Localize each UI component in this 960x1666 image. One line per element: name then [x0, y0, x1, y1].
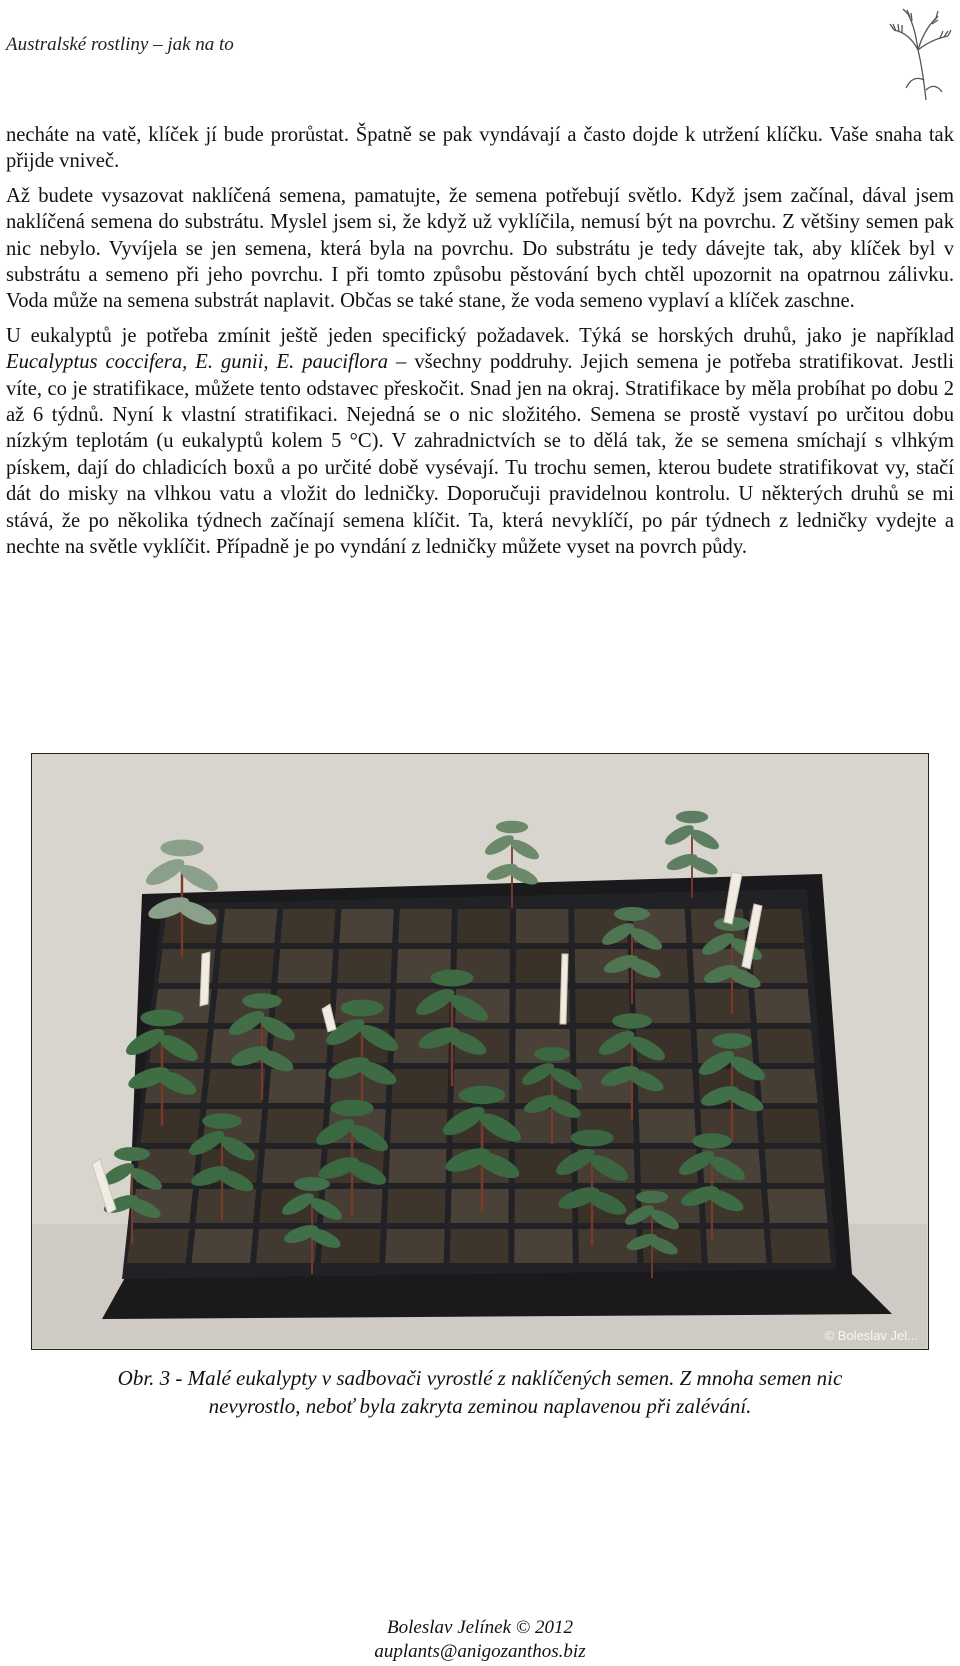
figure-caption: [30, 1364, 930, 1420]
page-footer: [0, 1616, 960, 1664]
plant-logo-icon: [874, 2, 954, 102]
paragraph-3: [6, 323, 954, 561]
caption-line-2: nevyrostlo, neboť byla zakryta zeminou naplavenou při zalévání.: [208, 1394, 752, 1418]
body-text: [6, 122, 954, 569]
photo-credit: © Boleslav Jel...: [824, 1328, 918, 1343]
paragraph-3-start: U eukalyptů je potřeba zmínit ještě jeden specifický požadavek. Týká se horských druhů, jako je například: [6, 324, 954, 347]
footer-author: Boleslav Jelínek © 2012: [387, 1617, 573, 1638]
paragraph-2: Až budete vysazovat naklíčená semena, pamatujte, že semena potřebují světlo. Když jsem začínal, dával jsem naklíčená semena do substrátu. Myslel jsem si, že když už vyklíčila, nemusí být na povrchu. Z většiny semen pak nic nebylo. Vyvíjela se jen semena, která byla na povrchu. Do substrátu je tedy dávejte tak, aby klíček byl v substrátu a semeno při jeho povrchu. I při tomto způsobu pěstování bych chtěl upozornit na opatrnou zálivku. Voda může na semena substrát naplavit. Občas se také stane, že voda semeno vyplaví a klíček zaschne.: [6, 184, 954, 313]
species-names: Eucalyptus coccifera, E. gunii, E. pauciflora: [6, 351, 389, 374]
footer-email: auplants@anigozanthos.biz: [374, 1641, 586, 1662]
caption-line-1: Obr. 3 - Malé eukalypty v sadbovači vyrostlé z naklíčených semen. Z mnoha semen nic: [117, 1366, 843, 1390]
header-title: Australské rostliny – jak na to: [6, 34, 234, 55]
seedling-tray-photo: [31, 753, 929, 1350]
paragraph-1: necháte na vatě, klíček jí bude prorůstat. Špatně se pak vyndávají a často dojde k utržení klíčku. Vaše snaha tak přijde vniveč.: [6, 124, 954, 173]
paragraph-3-end: – všechny poddruhy. Jejich semena je potřeba stratifikovat. Jestli víte, co je stratifikace, můžete tento odstavec přeskočit. Snad jen na okraj. Stratifikace by měla probíhat po dobu 2 až 6 týdnů. Nyní k vlastní stratifikaci. Nejedná se o nic složitého. Semena se prostě vystaví po určitou dobu nízkým teplotám (u eukalyptů kolem 5 °C). V zahradnictvích se to dělá tak, že se semena smíchají s vlhkým pískem, dají do chladicích boxů a po určité době vysévají. Tu trochu semen, kterou budete stratifikovat vy, stačí dát do misky na vlhkou vatu a vložit do ledničky. Doporučuji pravidelnou kontrolu. U některých druhů se mi stává, že po několika týdnech začínají semena klíčit. Ta, která nevyklíčí, po pár týdnech z ledničky vydejte a nechte na světle vyklíčit. Případně je po vyndání z ledničky můžete vyset na povrch půdy.: [6, 351, 954, 559]
